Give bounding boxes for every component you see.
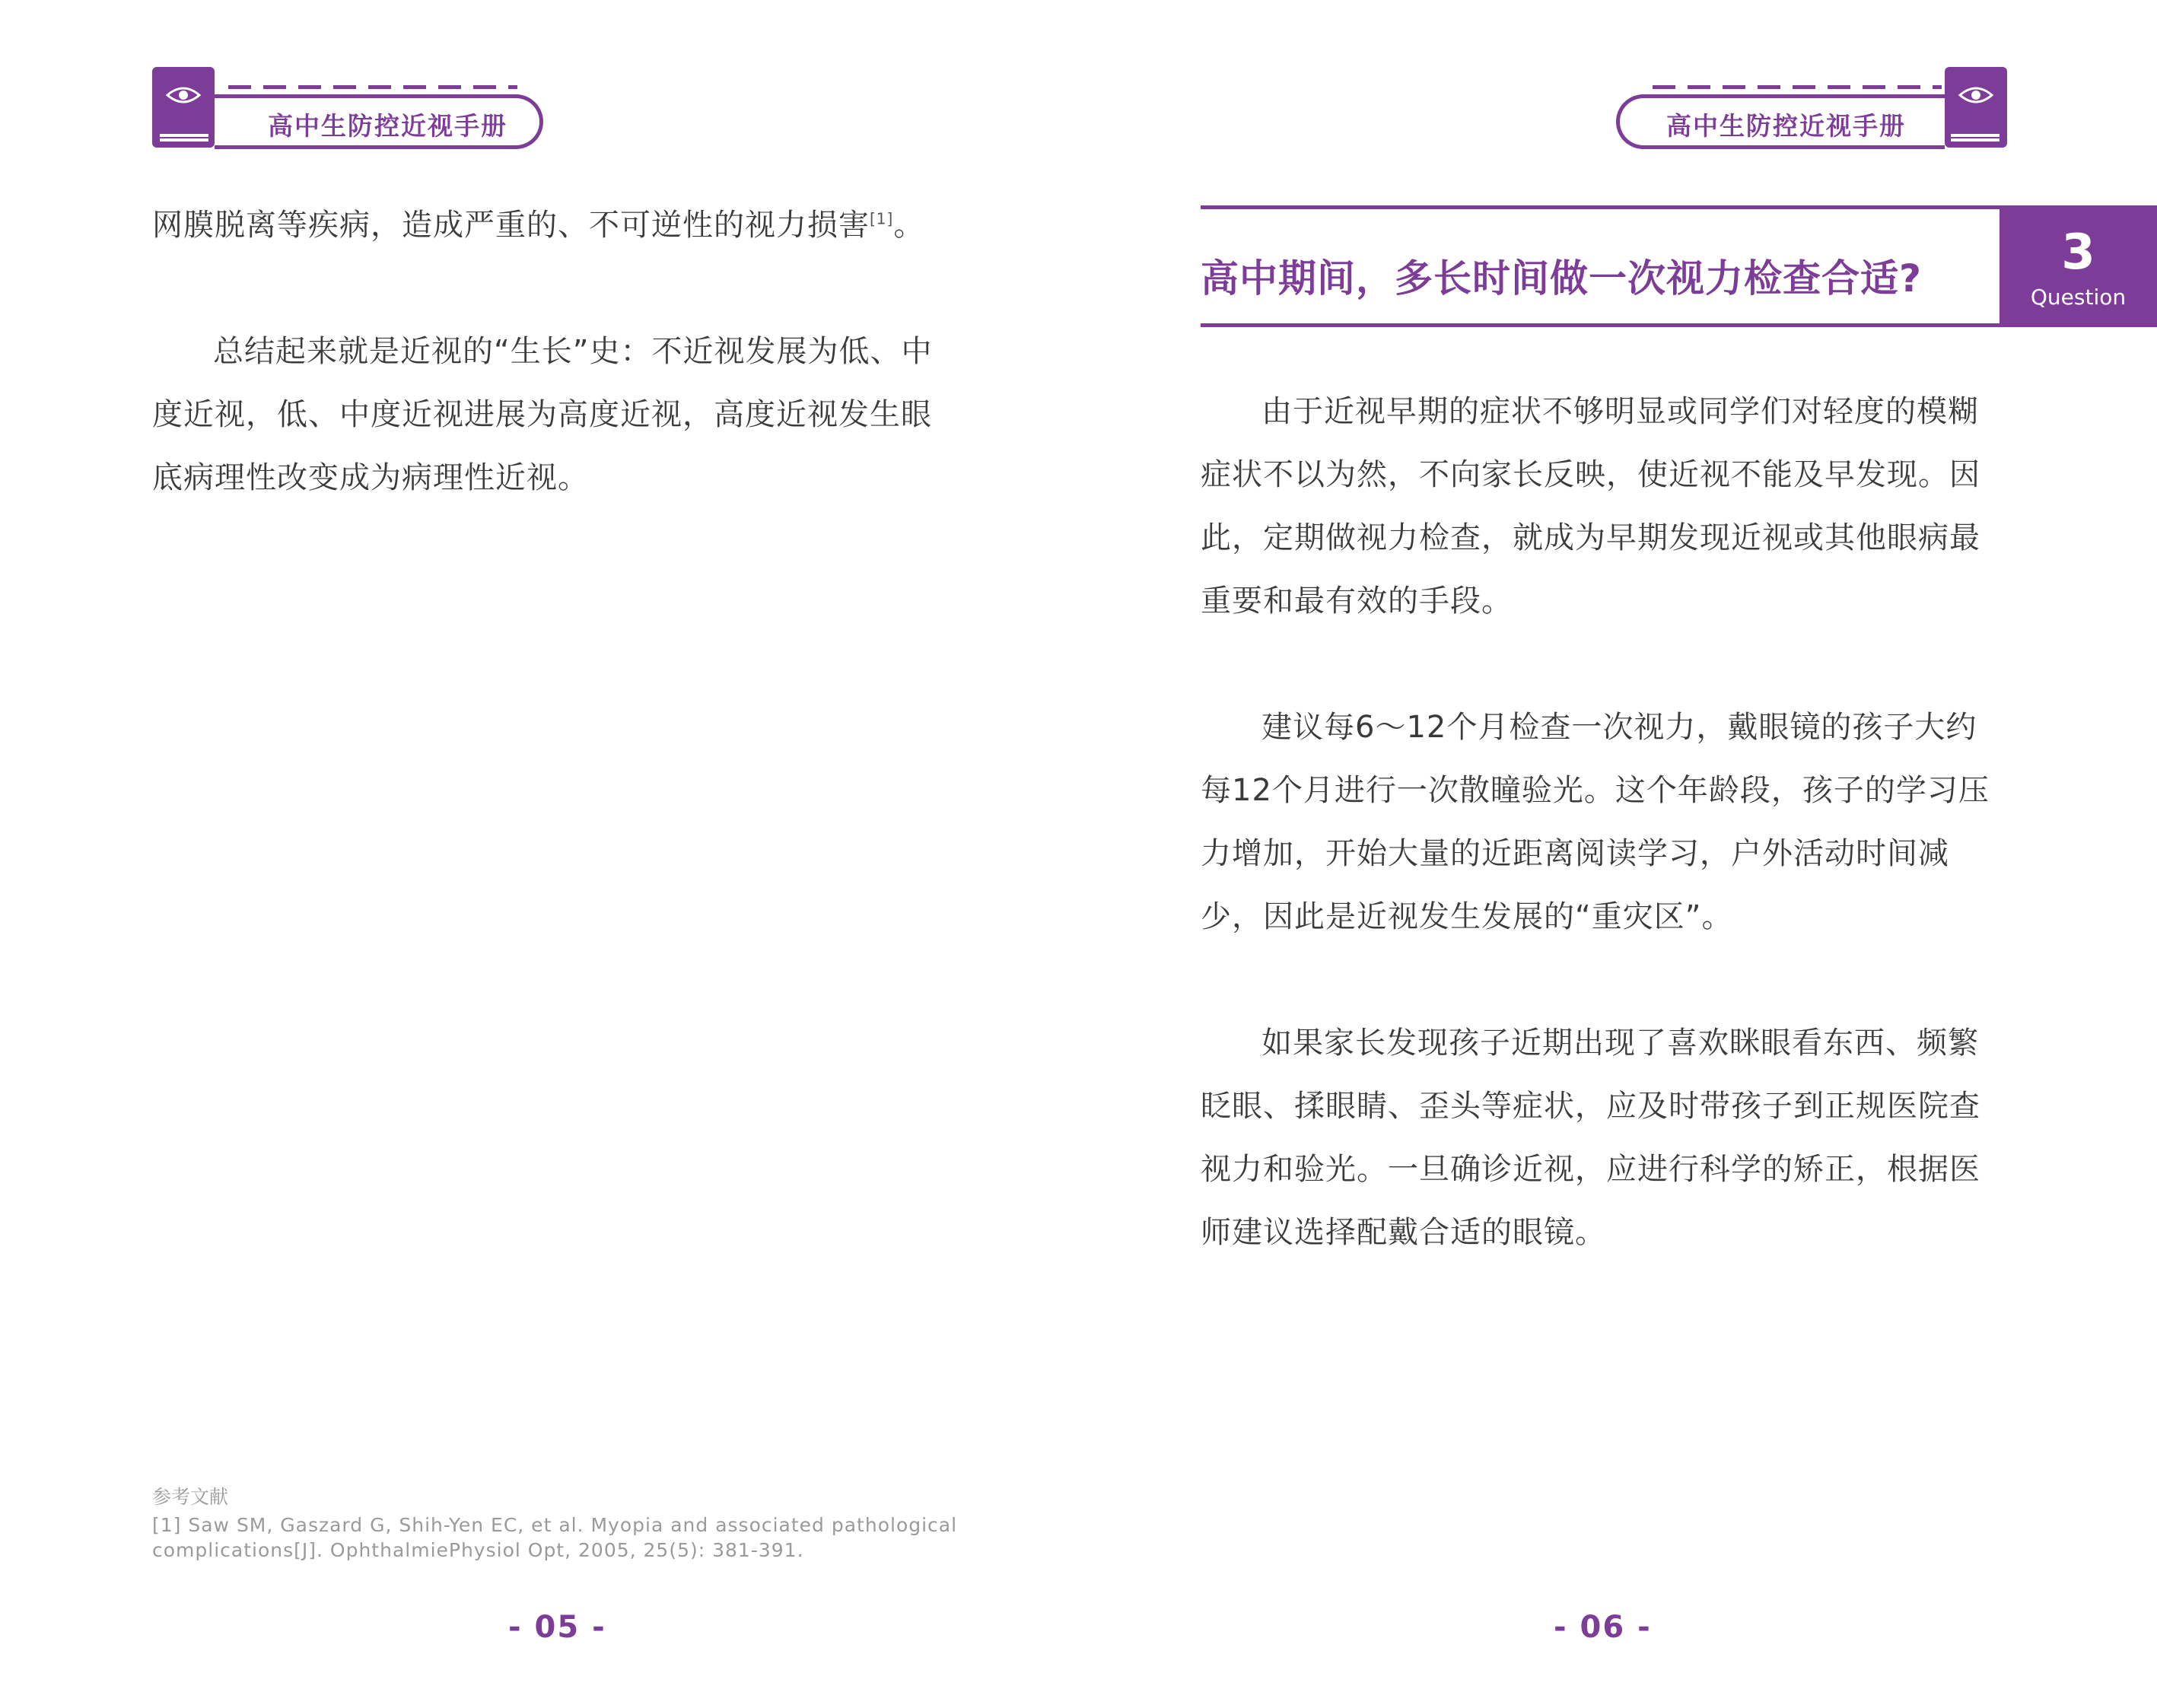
header-title: 高中生防控近视手册 <box>268 111 507 141</box>
header-dashes <box>228 85 517 89</box>
paragraph-end: 。 <box>893 208 925 243</box>
references <box>152 1482 959 1563</box>
header-badge <box>152 67 563 151</box>
paragraph: 由于近视早期的症状不够明显或同学们对轻度的模糊症状不以为然，不向家长反映，使近视不能及早发现。因此，定期做视力检查，就成为早期发现近视或其他眼病最重要和最有效的手段。 <box>1201 394 1980 619</box>
citation-mark: [1] <box>870 209 894 228</box>
page-number: - 06 - <box>1554 1610 1652 1645</box>
book-pages <box>1951 134 2000 142</box>
paragraph-text: 网膜脱离等疾病，造成严重的、不可逆性的视力损害 <box>152 208 870 243</box>
question-label: Question <box>2030 285 2127 310</box>
paragraph: 总结起来就是近视的“生长”史：不近视发展为低、中度近视，低、中度近视进展为高度近视，高度近视发生眼底病理性改变成为病理性近视。 <box>152 334 933 495</box>
eye-icon <box>1958 84 1994 107</box>
book-icon <box>152 67 215 148</box>
paragraph <box>152 194 959 257</box>
header-badge <box>1599 67 2010 151</box>
left-body <box>152 194 959 510</box>
paragraph: 如果家长发现孩子近期出现了喜欢眯眼看东西、频繁眨眼、揉眼睛、歪头等症状，应及时带孩子到正规医院查视力和验光。一旦确诊近视，应进行科学的矫正，根据医师建议选择配戴合适的眼镜。 <box>1201 1026 1980 1250</box>
right-body <box>1201 380 2001 1264</box>
reference-item: [1] Saw SM, Gaszard G, Shih-Yen EC, et al. Myopia and associated pathological complications[J]. OphthalmiePhysiol Opt, 2005, 25(5): 381-391. <box>152 1514 958 1561</box>
eye-icon <box>165 84 202 107</box>
left-page <box>0 0 1078 1708</box>
right-page <box>1079 0 2157 1708</box>
question-number-box <box>2000 205 2157 327</box>
paragraph: 建议每6～12个月检查一次视力，戴眼镜的孩子大约每12个月进行一次散瞳验光。这个年龄段，孩子的学习压力增加，开始大量的近距离阅读学习，户外活动时间减少，因此是近视发生发展的“重灾区”。 <box>1201 710 1990 934</box>
header-title: 高中生防控近视手册 <box>1666 111 1906 141</box>
book-icon <box>1945 67 2007 148</box>
references-heading: 参考文献 <box>152 1486 229 1508</box>
page-number: - 05 - <box>508 1610 606 1645</box>
book-pages <box>160 134 208 142</box>
question-number: 3 <box>2061 224 2095 281</box>
header-dashes <box>1653 85 1942 89</box>
question-title: 高中期间，多长时间做一次视力检查合适? <box>1201 256 1923 301</box>
